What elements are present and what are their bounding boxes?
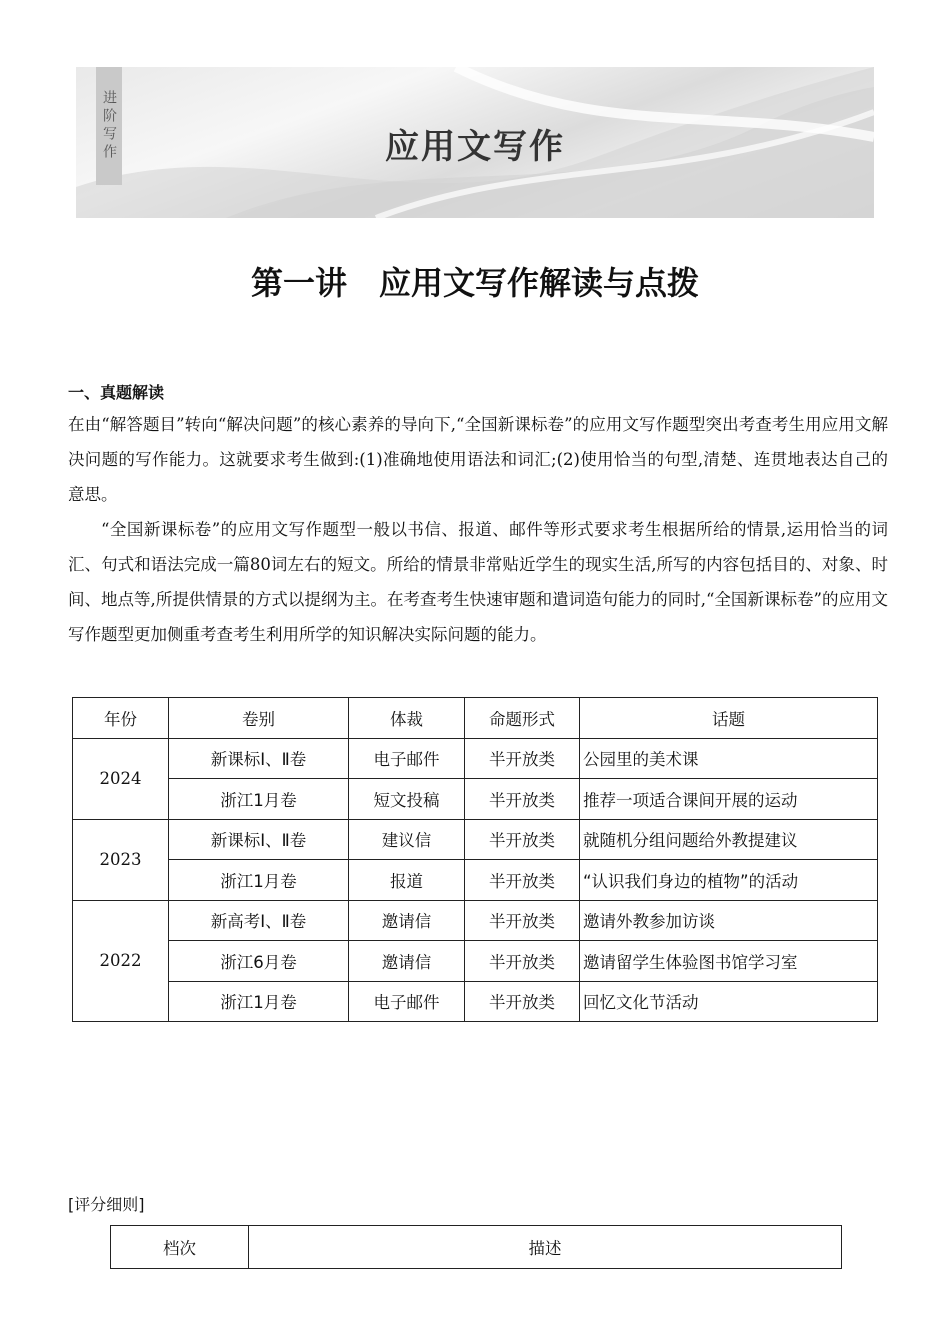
header-description: 描述	[249, 1226, 842, 1269]
section-heading: 一、真题解读	[68, 383, 165, 402]
topic-cell: 邀请留学生体验图书馆学习室	[580, 941, 878, 982]
paper-cell: 浙江1月卷	[169, 860, 349, 901]
topic-cell: “认识我们身边的植物”的活动	[580, 860, 878, 901]
year-cell: 2022	[73, 900, 169, 1022]
paper-cell: 新课标Ⅰ、Ⅱ卷	[169, 819, 349, 860]
form-cell: 半开放类	[465, 860, 580, 901]
genre-cell: 电子邮件	[349, 738, 465, 779]
header-banner	[76, 67, 874, 218]
table-header-row	[73, 698, 878, 739]
table-row	[73, 738, 878, 779]
form-cell: 半开放类	[465, 819, 580, 860]
form-cell: 半开放类	[465, 941, 580, 982]
paper-cell: 浙江1月卷	[169, 779, 349, 820]
year-cell: 2023	[73, 819, 169, 900]
table-row	[73, 860, 878, 901]
exam-topic-table	[72, 697, 878, 1022]
header-topic: 话题	[580, 698, 878, 739]
genre-cell: 建议信	[349, 819, 465, 860]
genre-cell: 邀请信	[349, 941, 465, 982]
lecture-title: 第一讲 应用文写作解读与点拨	[250, 264, 699, 302]
topic-cell: 公园里的美术课	[580, 738, 878, 779]
year-cell: 2024	[73, 738, 169, 819]
form-cell: 半开放类	[465, 981, 580, 1022]
table-row	[73, 819, 878, 860]
genre-cell: 报道	[349, 860, 465, 901]
rating-criteria-table	[110, 1225, 842, 1269]
paper-cell: 新高考Ⅰ、Ⅱ卷	[169, 900, 349, 941]
banner-title: 应用文写作	[385, 127, 565, 167]
topic-cell: 推荐一项适合课间开展的运动	[580, 779, 878, 820]
table-row	[73, 900, 878, 941]
table-row	[73, 941, 878, 982]
genre-cell: 邀请信	[349, 900, 465, 941]
paper-cell: 新课标Ⅰ、Ⅱ卷	[169, 738, 349, 779]
rating-criteria-label: [评分细则]	[68, 1195, 145, 1214]
topic-cell: 就随机分组问题给外教提建议	[580, 819, 878, 860]
header-form: 命题形式	[465, 698, 580, 739]
form-cell: 半开放类	[465, 779, 580, 820]
banner-side-label: 进阶写作	[101, 90, 117, 162]
table-header-row	[111, 1226, 842, 1269]
paper-cell: 浙江1月卷	[169, 981, 349, 1022]
topic-cell: 回忆文化节活动	[580, 981, 878, 1022]
header-paper: 卷别	[169, 698, 349, 739]
genre-cell: 电子邮件	[349, 981, 465, 1022]
form-cell: 半开放类	[465, 738, 580, 779]
table-row	[73, 779, 878, 820]
header-genre: 体裁	[349, 698, 465, 739]
form-cell: 半开放类	[465, 900, 580, 941]
header-year: 年份	[73, 698, 169, 739]
paragraph-1: 在由“解答题目”转向“解决问题”的核心素养的导向下,“全国新课标卷”的应用文写作题型突出考查考生用应用文解决问题的写作能力。这就要求考生做到:(1)准确地使用语法和词汇;(2)使用恰当的句型,清楚、连贯地表达自己的意思。	[68, 415, 888, 504]
paper-cell: 浙江6月卷	[169, 941, 349, 982]
genre-cell: 短文投稿	[349, 779, 465, 820]
header-level: 档次	[111, 1226, 249, 1269]
paragraph-2: “全国新课标卷”的应用文写作题型一般以书信、报道、邮件等形式要求考生根据所给的情景,运用恰当的词汇、句式和语法完成一篇80词左右的短文。所给的情景非常贴近学生的现实生活,所写的内容包括目的、对象、时间、地点等,所提供情景的方式以提纲为主。在考查考生快速审题和遣词造句能力的同时,“全国新课标卷”的应用文写作题型更加侧重考查考生利用所学的知识解决实际问题的能力。	[68, 520, 888, 644]
table-row	[73, 981, 878, 1022]
topic-cell: 邀请外教参加访谈	[580, 900, 878, 941]
